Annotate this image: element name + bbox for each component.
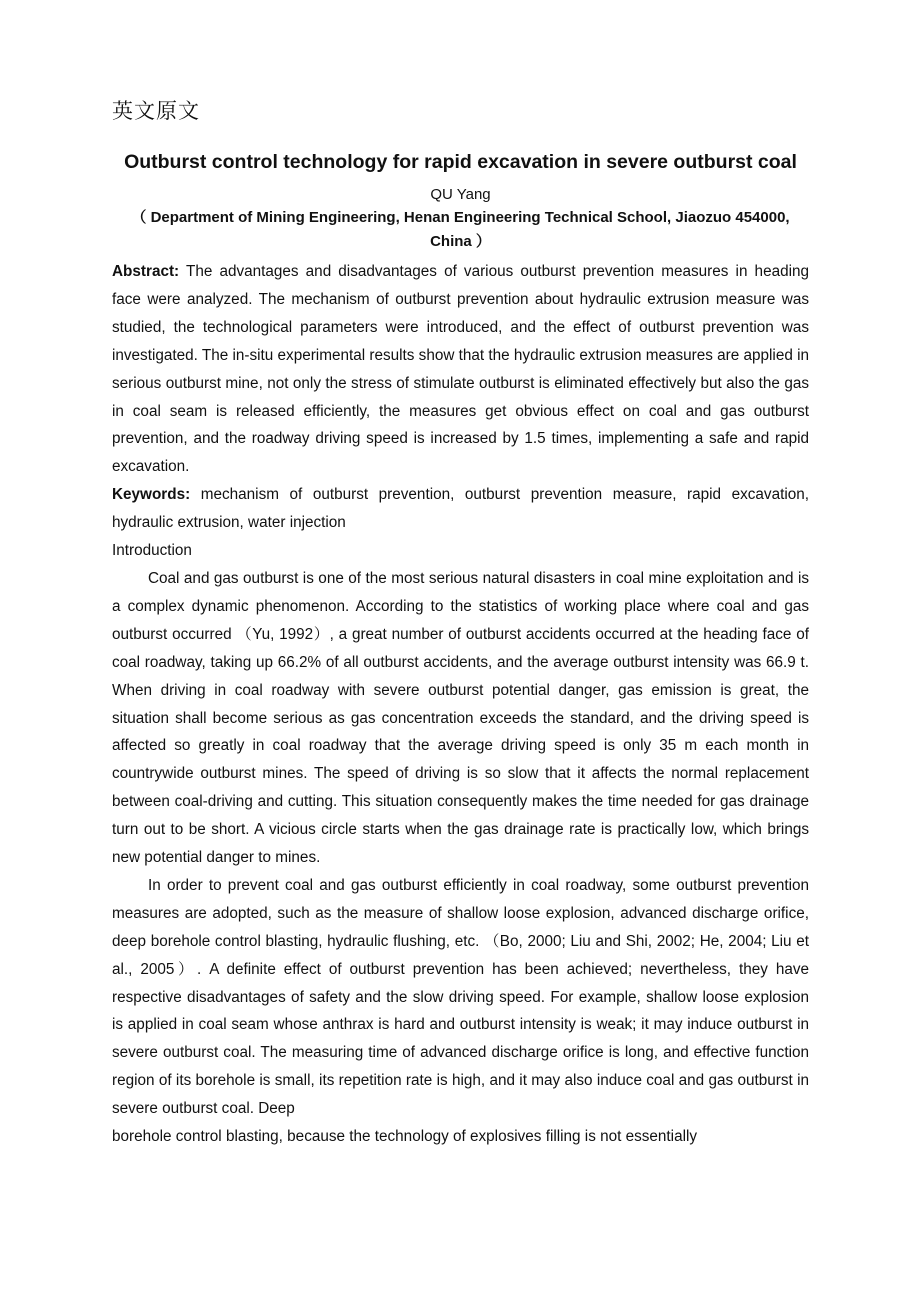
keywords-text: mechanism of outburst prevention, outburst prevention measure, rapid excavation, hydraulic extrusion, water injection xyxy=(112,486,810,532)
abstract xyxy=(112,258,809,481)
paragraph-3: borehole control blasting, because the technology of explosives filling is not essentially xyxy=(112,1128,698,1146)
cn-heading: 英文原文 xyxy=(112,99,200,123)
author: QU Yang xyxy=(430,186,491,203)
intro-heading: Introduction xyxy=(112,542,192,560)
abstract-label: Abstract: xyxy=(112,263,180,280)
keywords xyxy=(112,481,809,537)
affiliation: （ Department of Mining Engineering, Henan Engineering Technical School, Jiaozuo 454000, China ） xyxy=(131,209,790,250)
keywords-label: Keywords: xyxy=(112,486,191,504)
paper-title: Outburst control technology for rapid excavation in severe outburst coal xyxy=(124,151,797,173)
paragraph-2: In order to prevent coal and gas outburst efficiently in coal roadway, some outburst prevention measures are adopted, such as the measure of shallow loose explosion, advanced discharge orifice, deep borehole control blasting, hydraulic flushing, etc. （Bo, 2000; Liu and Shi, 2002; He, 2004; Liu et al., 2005）. A definite effect of outburst prevention has been achieved; nevertheless, they have respective disadvantages of safety and the slow driving speed. For example, shallow loose explosion is applied in coal seam whose anthrax is hard and outburst intensity is weak; it may induce outburst in severe outburst coal. The measuring time of advanced discharge orifice is long, and effective function region of its borehole is small, its repetition rate is high, and it may also induce coal and gas outburst in severe outburst coal. Deep xyxy=(112,876,809,1118)
abstract-text: The advantages and disadvantages of various outburst prevention measures in heading face were analyzed. The mechanism of outburst prevention about hydraulic extrusion measure was studied, the technological parameters were introduced, and the effect of outburst prevention was investigated. The in-situ experimental results show that the hydraulic extrusion measures are applied in serious outburst mine, not only the stress of stimulate outburst is eliminated effectively but also the gas in coal seam is released efficiently, the measures get obvious effect on coal and gas outburst prevention, and the roadway driving speed is increased by 1.5 times, implementing a safe and rapid excavation. xyxy=(112,263,809,476)
document-page xyxy=(112,96,809,1151)
paragraph-1: Coal and gas outburst is one of the most serious natural disasters in coal mine exploitation and is a complex dynamic phenomenon. According to the statistics of working place where coal and gas outburst occurred （Yu, 1992）, a great number of outburst accidents occurred at the heading face of coal roadway, taking up 66.2% of all outburst accidents, and the average outburst intensity was 66.9 t. When driving in coal roadway with severe outburst potential danger, gas emission is great, the situation shall become serious as gas concentration exceeds the standard, and the driving speed is affected so greatly in coal roadway that the average driving speed is only 35 m each month in countrywide outburst mines. The speed of driving is so slow that it affects the normal replacement between coal-driving and cutting. This situation consequently makes the time needed for gas drainage turn out to be short. A vicious circle starts when the gas drainage rate is practically low, which brings new potential danger to mines. xyxy=(112,569,809,867)
